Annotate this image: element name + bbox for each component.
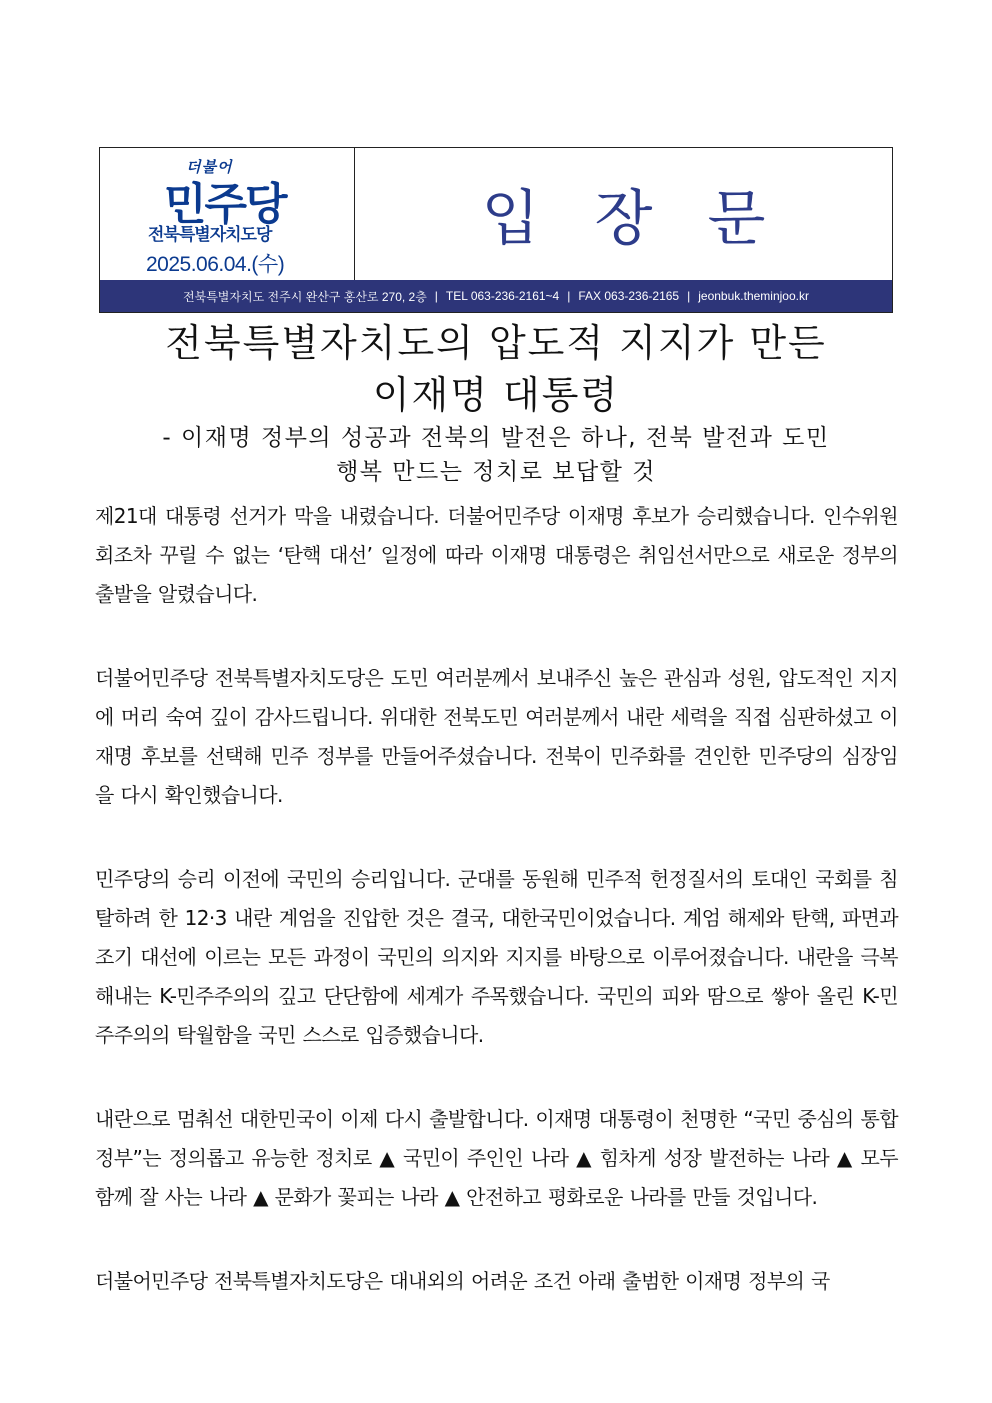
body-paragraph: 내란으로 멈춰선 대한민국이 이제 다시 출발합니다. 이재명 대통령이 천명한 “국민 중심의 통합정부”는 정의롭고 유능한 정치로 ▲ 국민이 주인인 나라 ▲ 힘차게 성장 발전하는 나라 ▲ 모두 함께 잘 사는 나라 ▲ 문화가 꽃피는 나라 ▲ 안전하고 평화로운 나라를 만들 것입니다. [95,1107,898,1209]
party-logo-text: 민주당 [164,179,286,230]
contact-info-bar [100,280,892,312]
body-paragraph: 민주당의 승리 이전에 국민의 승리입니다. 군대를 동원해 민주적 헌정질서의 토대인 국회를 침탈하려 한 12·3 내란 계엄을 진압한 것은 결국, 대한국민이었습니다. 계엄 해제와 탄핵, 파면과 조기 대선에 이르는 모든 과정이 국민의 의지와 지지를 바탕으로 이루어졌습니다. 내란을 극복해내는 K-민주주의의 깊고 단단함에 세계가 주목했습니다. 국민의 피와 땀으로 쌓아 올린 K-민주주의의 탁월함을 국민 스스로 입증했습니다. [95,867,898,1047]
website-link[interactable]: jeonbuk.theminjoo.kr [698,289,809,303]
regional-office-name: 전북특별자치도당 [148,225,272,245]
logo-prefix-text: 더불어 [186,158,233,176]
body-paragraph: 제21대 대통령 선거가 막을 내렸습니다. 더불어민주당 이재명 후보가 승리했습니다. 인수위원회조차 꾸릴 수 없는 ‘탄핵 대선’ 일정에 따라 이재명 대통령은 취임선서만으로 새로운 정부의 출발을 알렸습니다. [95,504,898,606]
press-header [99,147,893,313]
document-date: 2025.06.04.(수) [146,253,285,276]
divider: | [434,289,438,303]
party-logo-block [100,148,355,280]
fax-number: FAX 063-236-2165 [578,289,680,303]
document-type-title: 입 장 문 [481,184,784,254]
body-paragraph: 더불어민주당 전북특별자치도당은 대내외의 어려운 조건 아래 출범한 이재명 정부의 국 [95,1269,830,1293]
phone-number: TEL 063-236-2161~4 [445,289,560,303]
office-address: 전북특별자치도 전주시 완산구 홍산로 270, 2층 [183,289,427,304]
subheadline-line-2: 행복 만드는 정치로 보답할 것 [336,459,656,485]
divider: | [687,289,691,303]
headline-line-1: 전북특별자치도의 압도적 지지가 만든 [165,321,827,365]
body-paragraph: 더불어민주당 전북특별자치도당은 도민 여러분께서 보내주신 높은 관심과 성원, 압도적인 지지에 머리 숙여 깊이 감사드립니다. 위대한 전북도민 여러분께서 내란 세력을 직접 심판하셨고 이재명 후보를 선택해 민주 정부를 만들어주셨습니다. 전북이 민주화를 견인한 민주당의 심장임을 다시 확인했습니다. [95,666,898,807]
divider: | [567,289,571,303]
headline-line-2: 이재명 대통령 [372,373,620,417]
statement-body [95,497,898,1346]
document-type-block [355,148,892,280]
subheadline-line-1: - 이재명 정부의 성공과 전북의 발전은 하나, 전북 발전과 도민 [162,425,830,451]
